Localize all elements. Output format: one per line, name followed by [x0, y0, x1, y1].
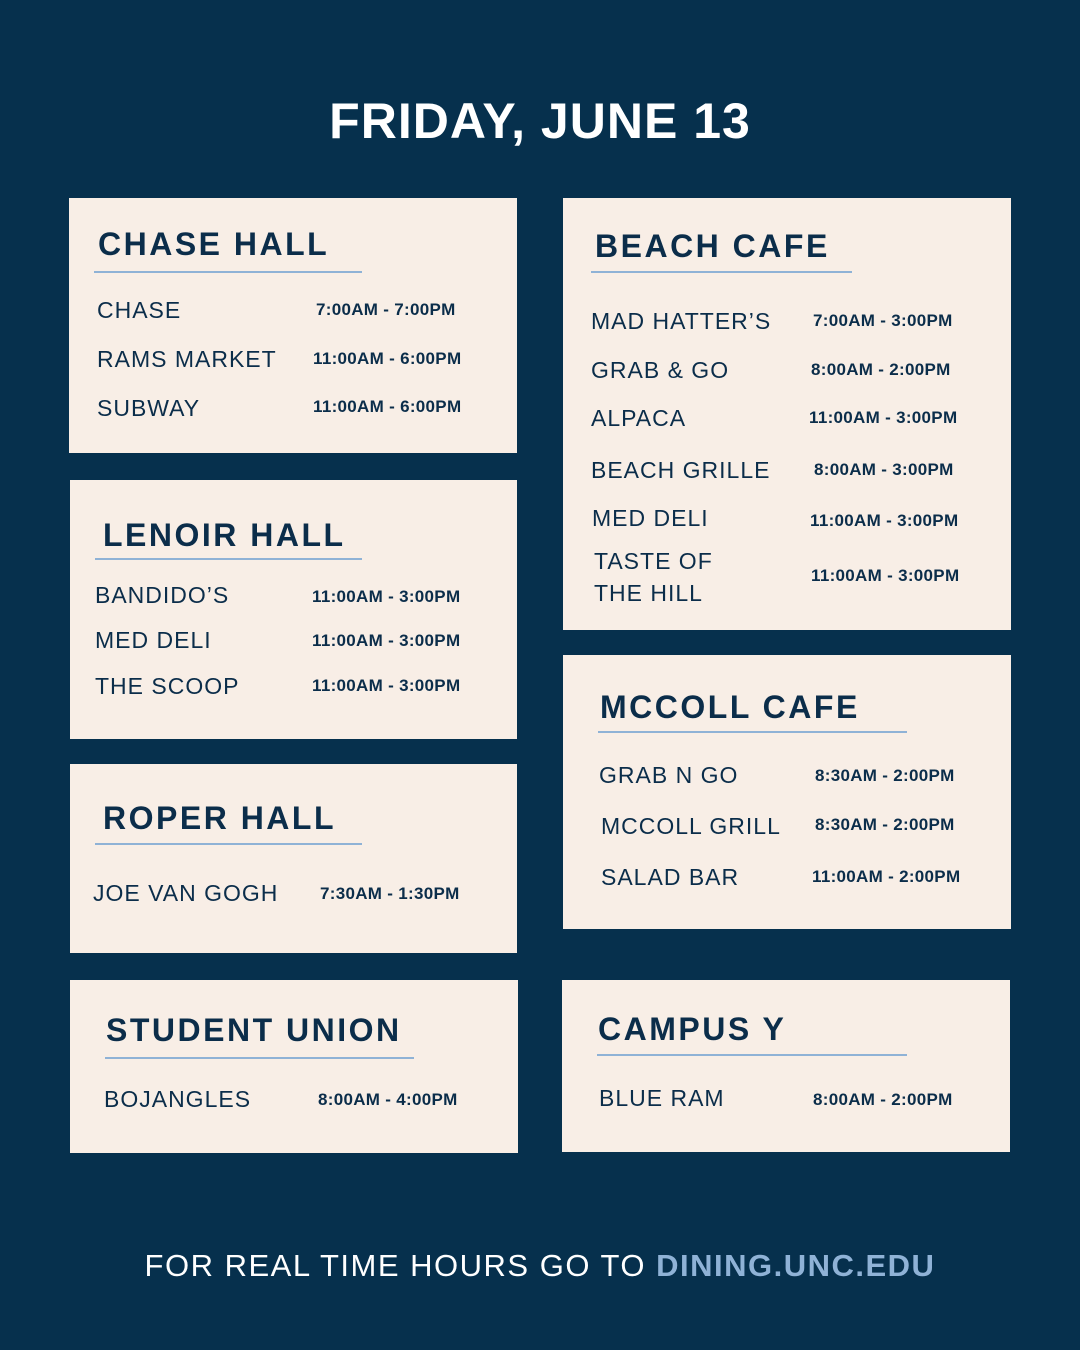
venue-hours: 8:30AM - 2:00PM — [815, 766, 955, 785]
venue-name: MCCOLL GRILL — [601, 813, 781, 839]
card-title: ROPER HALL — [103, 800, 336, 836]
venue-name: SUBWAY — [97, 395, 201, 421]
venue-name: GRAB & GO — [591, 357, 730, 383]
venue-name: GRAB N GO — [599, 762, 739, 788]
footer-text: FOR REAL TIME HOURS GO TO — [144, 1248, 657, 1283]
venue-name: JOE VAN GOGH — [93, 880, 279, 906]
card-title: CHASE HALL — [98, 226, 330, 262]
venue-hours: 11:00AM - 6:00PM — [313, 349, 462, 368]
title-underline — [598, 731, 907, 733]
venue-hours: 11:00AM - 2:00PM — [812, 867, 961, 886]
venue-hours: 11:00AM - 3:00PM — [312, 676, 461, 695]
venue-name: BANDIDO’S — [95, 582, 230, 608]
card-title: STUDENT UNION — [106, 1012, 402, 1048]
title-underline — [94, 271, 362, 273]
venue-hours: 7:00AM - 7:00PM — [316, 300, 456, 319]
venue-name: RAMS MARKET — [97, 346, 277, 372]
venue-hours: 7:30AM - 1:30PM — [320, 884, 460, 903]
venue-name: MAD HATTER’S — [591, 308, 772, 334]
card-lenoir-hall — [70, 480, 517, 739]
title-underline — [95, 558, 362, 560]
venue-name: ALPACA — [591, 405, 687, 431]
venue-hours: 8:00AM - 2:00PM — [813, 1090, 953, 1109]
card-beach-cafe — [563, 198, 1011, 630]
card-mccoll-cafe — [563, 655, 1011, 929]
venue-name: BEACH GRILLE — [591, 457, 771, 483]
footer — [0, 1248, 1080, 1284]
page-title: FRIDAY, JUNE 13 — [329, 93, 751, 149]
venue-hours: 8:30AM - 2:00PM — [815, 815, 955, 834]
title-underline — [597, 1054, 907, 1056]
card-roper-hall — [70, 764, 517, 953]
venue-hours: 11:00AM - 3:00PM — [810, 511, 959, 530]
dining-website-link[interactable]: DINING.UNC.EDU — [656, 1248, 936, 1283]
venue-hours: 8:00AM - 3:00PM — [814, 460, 954, 479]
venue-hours: 8:00AM - 4:00PM — [318, 1090, 458, 1109]
venue-name: BOJANGLES — [104, 1086, 252, 1112]
venue-hours: 11:00AM - 6:00PM — [313, 397, 462, 416]
venue-hours: 8:00AM - 2:00PM — [811, 360, 951, 379]
card-title: CAMPUS Y — [598, 1011, 787, 1047]
title-underline — [105, 1057, 414, 1059]
venue-name: MED DELI — [95, 627, 212, 653]
venue-name: BLUE RAM — [599, 1085, 725, 1111]
venue-name: MED DELI — [592, 505, 709, 531]
venue-name: SALAD BAR — [601, 864, 740, 890]
card-title: BEACH CAFE — [595, 228, 830, 264]
venue-name: THE HILL — [594, 580, 703, 606]
venue-hours: 11:00AM - 3:00PM — [312, 631, 461, 650]
venue-name: THE SCOOP — [95, 673, 240, 699]
venue-hours: 11:00AM - 3:00PM — [809, 408, 958, 427]
card-title: LENOIR HALL — [103, 517, 346, 553]
venue-name: TASTE OF — [594, 548, 713, 574]
card-chase-hall — [69, 198, 517, 453]
title-underline — [95, 843, 362, 845]
card-title: MCCOLL CAFE — [600, 689, 860, 725]
venue-hours: 11:00AM - 3:00PM — [312, 587, 461, 606]
card-campus-y — [562, 980, 1010, 1152]
venue-hours: 7:00AM - 3:00PM — [813, 311, 953, 330]
card-student-union — [70, 980, 518, 1153]
title-underline — [591, 271, 852, 273]
venue-name: CHASE — [97, 297, 182, 323]
venue-hours: 11:00AM - 3:00PM — [811, 566, 960, 585]
